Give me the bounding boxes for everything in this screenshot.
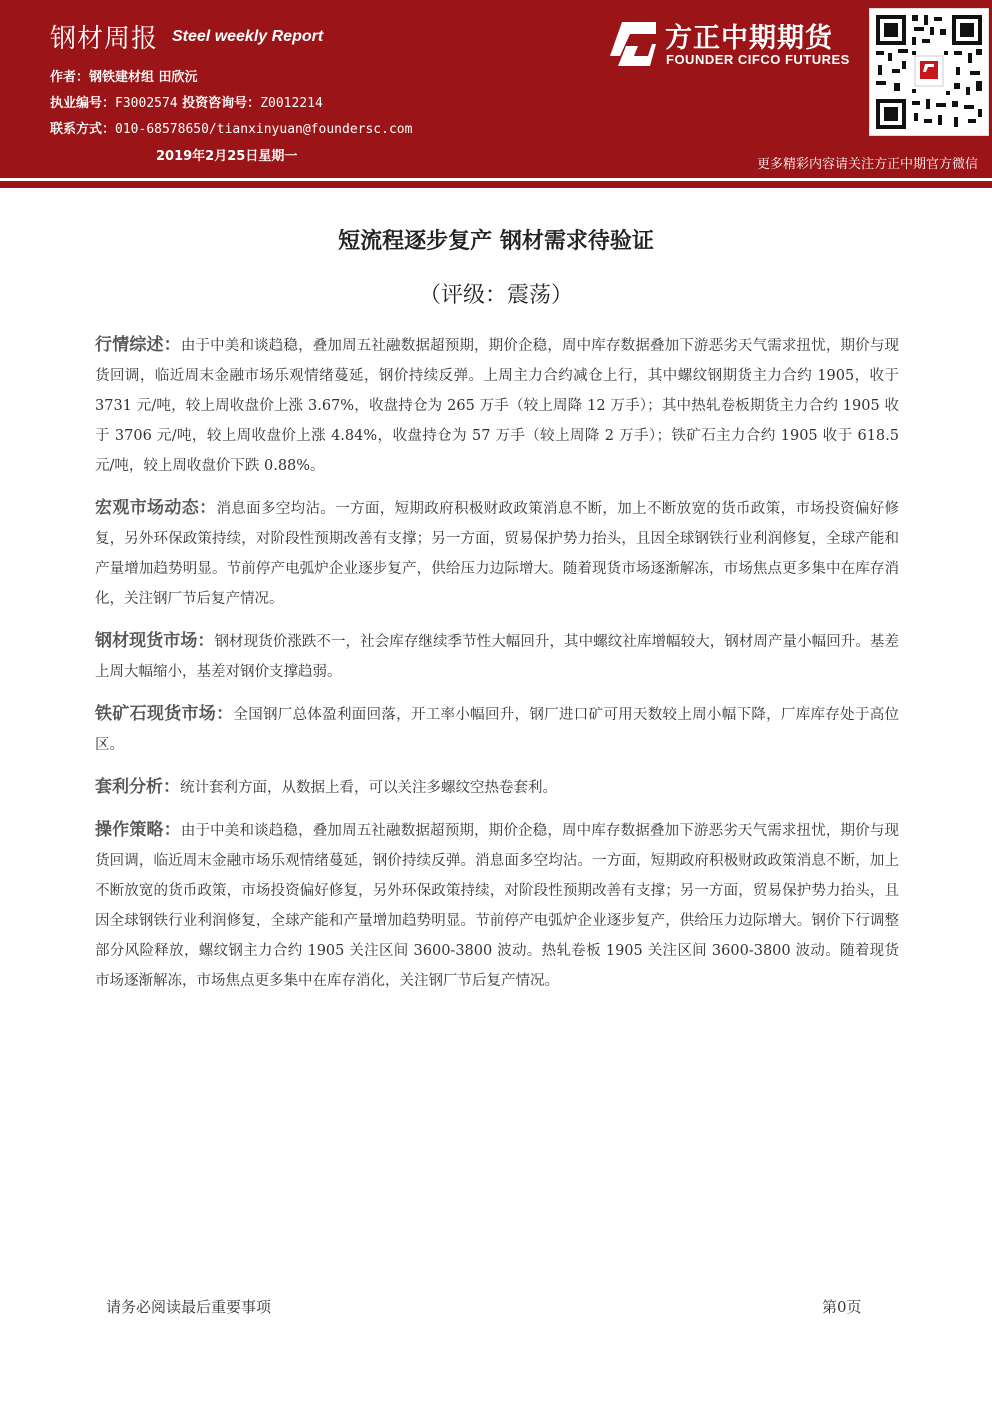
report-date: 2019年2月25日星期一 xyxy=(156,149,298,164)
section-arbitrage xyxy=(95,772,899,803)
report-title: 钢材周报 xyxy=(50,24,159,54)
contact-label: 联系方式： xyxy=(50,122,116,137)
wechat-follow-note: 更多精彩内容请关注方正中期官方微信 xyxy=(756,157,978,172)
author-line xyxy=(50,66,198,85)
header-divider xyxy=(0,178,992,181)
section-text: 全国钢厂总体盈利面回落，开工率小幅回升，钢厂进口矿可用天数较上周小幅下降，厂库库存处于高位区。 xyxy=(95,707,900,753)
section-label: 行情综述： xyxy=(95,335,181,355)
consult-label: 投资咨询号： xyxy=(182,96,261,111)
license-value: F3002574 xyxy=(115,96,178,111)
section-text: 统计套利方面，从数据上看，可以关注多螺纹空热卷套利。 xyxy=(180,780,557,796)
founder-logo-icon xyxy=(608,20,658,68)
section-text: 由于中美和谈趋稳，叠加周五社融数据超预期，期价企稳，周中库存数据叠加下游恶劣天气需求扭忧，期价与现货回调，临近周末金融市场乐观情绪蔓延，钢价持续反弹。上周主力合约减仓上行，其中螺纹钢期货主力合约 1905，收于 3731 元/吨，较上周收盘价上涨 3.67%，收盘持仓为 265 万手（较上周降 12 万手）；其中热轧卷板期货主力合约 1905 收于 3706 元/吨，较上周收盘价上涨 4.84%，收盘持仓为 57 万手（较上周降 2 万手）；铁矿石主力合约 1905 收于 618.5 元/吨，较上周收盘价下跌 0.88%。 xyxy=(95,338,900,474)
section-label: 宏观市场动态： xyxy=(95,498,217,518)
report-title-en: Steel weekly Report xyxy=(172,28,324,45)
brand-name-en: FOUNDER CIFCO FUTURES xyxy=(666,52,850,67)
contact-line xyxy=(50,118,412,137)
license-label: 执业编号： xyxy=(50,96,116,111)
report-body xyxy=(95,330,899,1008)
section-text: 钢材现货价涨跌不一，社会库存继续季节性大幅回升，其中螺纹社库增幅较大，钢材周产量小幅回升。基差上周大幅缩小，基差对钢价支撑趋弱。 xyxy=(95,634,900,680)
page-number: 第0页 xyxy=(822,1298,862,1316)
wechat-qr-code xyxy=(869,8,989,136)
page-title: 短流程逐步复产 钢材需求待验证 xyxy=(338,229,654,254)
brand-name-cn: 方正中期期货 xyxy=(665,23,833,54)
section-label: 铁矿石现货市场： xyxy=(95,704,234,724)
section-label: 套利分析： xyxy=(95,777,180,797)
consult-value: Z0012214 xyxy=(260,96,323,111)
license-line xyxy=(50,92,323,111)
section-macro xyxy=(95,493,899,614)
qr-code-icon xyxy=(870,9,988,135)
author-value: 钢铁建材组 田欣沅 xyxy=(89,70,198,85)
contact-value: 010-68578650/tianxinyuan@foundersc.com xyxy=(115,122,413,137)
section-market-overview xyxy=(95,330,899,481)
section-iron-ore-spot xyxy=(95,699,899,760)
section-steel-spot xyxy=(95,626,899,687)
section-text: 消息面多空均沾。一方面，短期政府积极财政政策消息不断，加上不断放宽的货币政策，市场投资偏好修复，另外环保政策持续，对阶段性预期改善有支撑；另一方面，贸易保护势力抬头，且因全球钢铁行业利润修复，全球产能和产量增加趋势明显。节前停产电弧炉企业逐步复产，供给压力边际增大。随着现货市场逐渐解冻，市场焦点更多集中在库存消化，关注钢厂节后复产情况。 xyxy=(95,501,900,607)
footer-notice: 请务必阅读最后重要事项 xyxy=(106,1298,272,1316)
author-label: 作者： xyxy=(50,70,90,85)
section-text: 由于中美和谈趋稳，叠加周五社融数据超预期，期价企稳，周中库存数据叠加下游恶劣天气需求扭忧，期价与现货回调，临近周末金融市场乐观情绪蔓延，钢价持续反弹。消息面多空均沾。一方面，短期政府积极财政政策消息不断，加上不断放宽的货币政策，市场投资偏好修复，另外环保政策持续，对阶段性预期改善有支撑；另一方面，贸易保护势力抬头，且因全球钢铁行业利润修复，全球产能和产量增加趋势明显。节前停产电弧炉企业逐步复产，供给压力边际增大。钢价下行调整部分风险释放，螺纹钢主力合约 1905 关注区间 3600-3800 波动。热轧卷板 1905 关注区间 3600-3800 波动。随着现货市场逐渐解冻，市场焦点更多集中在库存消化，关注钢厂节后复产情况。 xyxy=(95,823,900,989)
section-label: 钢材现货市场： xyxy=(95,631,215,651)
section-strategy xyxy=(95,815,899,996)
section-label: 操作策略： xyxy=(95,820,181,840)
rating-label: （评级：震荡） xyxy=(418,283,573,308)
